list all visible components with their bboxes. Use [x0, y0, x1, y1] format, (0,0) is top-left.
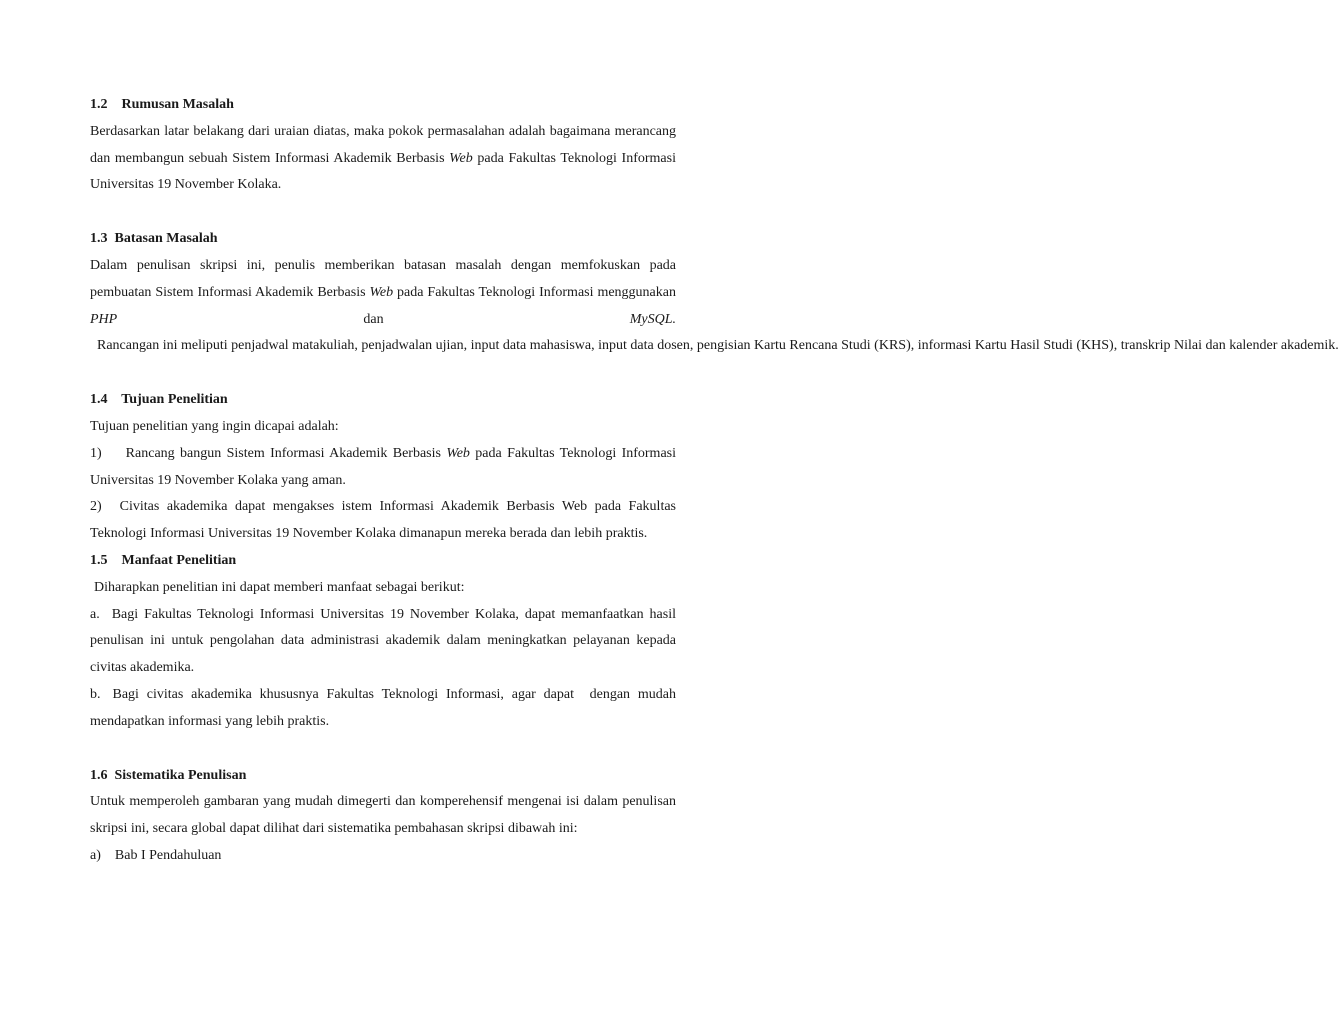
text-italic: PHP	[90, 311, 118, 327]
list-item	[90, 441, 676, 495]
paragraph-sistematika: Untuk memperoleh gambaran yang mudah dimegerti dan komperehensif mengenai isi dalam penulisan skripsi ini, secara global dapat dilihat dari sistematika pembahasan skripsi dibawah ini:	[90, 794, 676, 837]
text: pada Fakultas Teknologi Informasi Universitas 19 November Kolaka yang aman.	[90, 445, 676, 488]
intro-tujuan: Tujuan penelitian yang ingin dicapai adalah:	[90, 418, 339, 434]
heading-batasan-masalah: 1.3 Batasan Masalah	[90, 231, 218, 247]
text-italic: Web	[449, 150, 473, 166]
text: Berdasarkan latar belakang dari uraian diatas, maka pokok permasalahan adalah bagaimana merancang dan membangun sebuah Sistem Informasi Akademik Berbasis	[90, 123, 676, 166]
heading-tujuan-penelitian: 1.4 Tujuan Penelitian	[90, 392, 228, 408]
list-item	[90, 843, 676, 870]
text-italic: Web	[446, 445, 470, 461]
paragraph-batasan-masalah	[90, 253, 1339, 360]
list-letter: b.	[90, 686, 101, 702]
text: Bagi Fakultas Teknologi Informasi Universitas 19 November Kolaka, dapat memanfaatkan hasil penulisan ini untuk pengolahan data administrasi akademik dalam meningkatkan pelayanan kepada civitas akademika.	[90, 606, 676, 676]
list-item	[90, 602, 676, 682]
list-item	[90, 494, 676, 548]
list-item	[90, 682, 680, 736]
text: Rancangan ini meliputi penjadwal matakuliah, penjadwalan ujian, input data mahasiswa, input data dosen, pengisian Kartu Rencana Studi (KRS), informasi Kartu Hasil Studi (KHS), transkrip Nilai dan kalender akademik.	[90, 338, 1339, 354]
text: pada Fakultas Teknologi Informasi menggunakan	[393, 284, 676, 300]
paragraph-rumusan-masalah	[90, 119, 676, 199]
heading-sistematika-penulisan: 1.6 Sistematika Penulisan	[90, 767, 247, 783]
text-italic: MySQL.	[629, 311, 676, 327]
list-letter: a)	[90, 847, 101, 863]
heading-rumusan-masalah: 1.2 Rumusan Masalah	[90, 97, 234, 112]
list-number: 1)	[90, 445, 102, 461]
document-content	[90, 92, 1339, 870]
list-letter: a.	[90, 606, 100, 622]
text: Bab I Pendahuluan	[114, 847, 222, 863]
text: pada Fakultas Teknologi Informasi Universitas 19 November Kolaka.	[90, 150, 676, 193]
text: dan	[117, 311, 630, 327]
text: Bagi civitas akademika khususnya Fakultas Teknologi Informasi, agar dapat dengan mudah mendapatkan informasi yang lebih praktis.	[90, 686, 680, 729]
intro-manfaat: Diharapkan penelitian ini dapat memberi manfaat sebagai berikut:	[94, 579, 465, 595]
text-italic: Web	[369, 284, 394, 300]
heading-manfaat-penelitian: 1.5 Manfaat Penelitian	[90, 552, 237, 568]
text: Dalam penulisan skripsi ini, penulis memberikan batasan masalah dengan memfokuskan pada pembuatan Sistem Informasi Akademik Berbasis	[90, 257, 676, 300]
text: Civitas akademika dapat mengakses istem Informasi Akademik Berbasis Web pada Fakultas Teknologi Informasi Universitas 19 November Kolaka dimanapun mereka berada dan lebih praktis.	[90, 499, 676, 542]
text: Rancang bangun Sistem Informasi Akademik Berbasis	[125, 445, 447, 461]
list-number: 2)	[90, 499, 102, 515]
